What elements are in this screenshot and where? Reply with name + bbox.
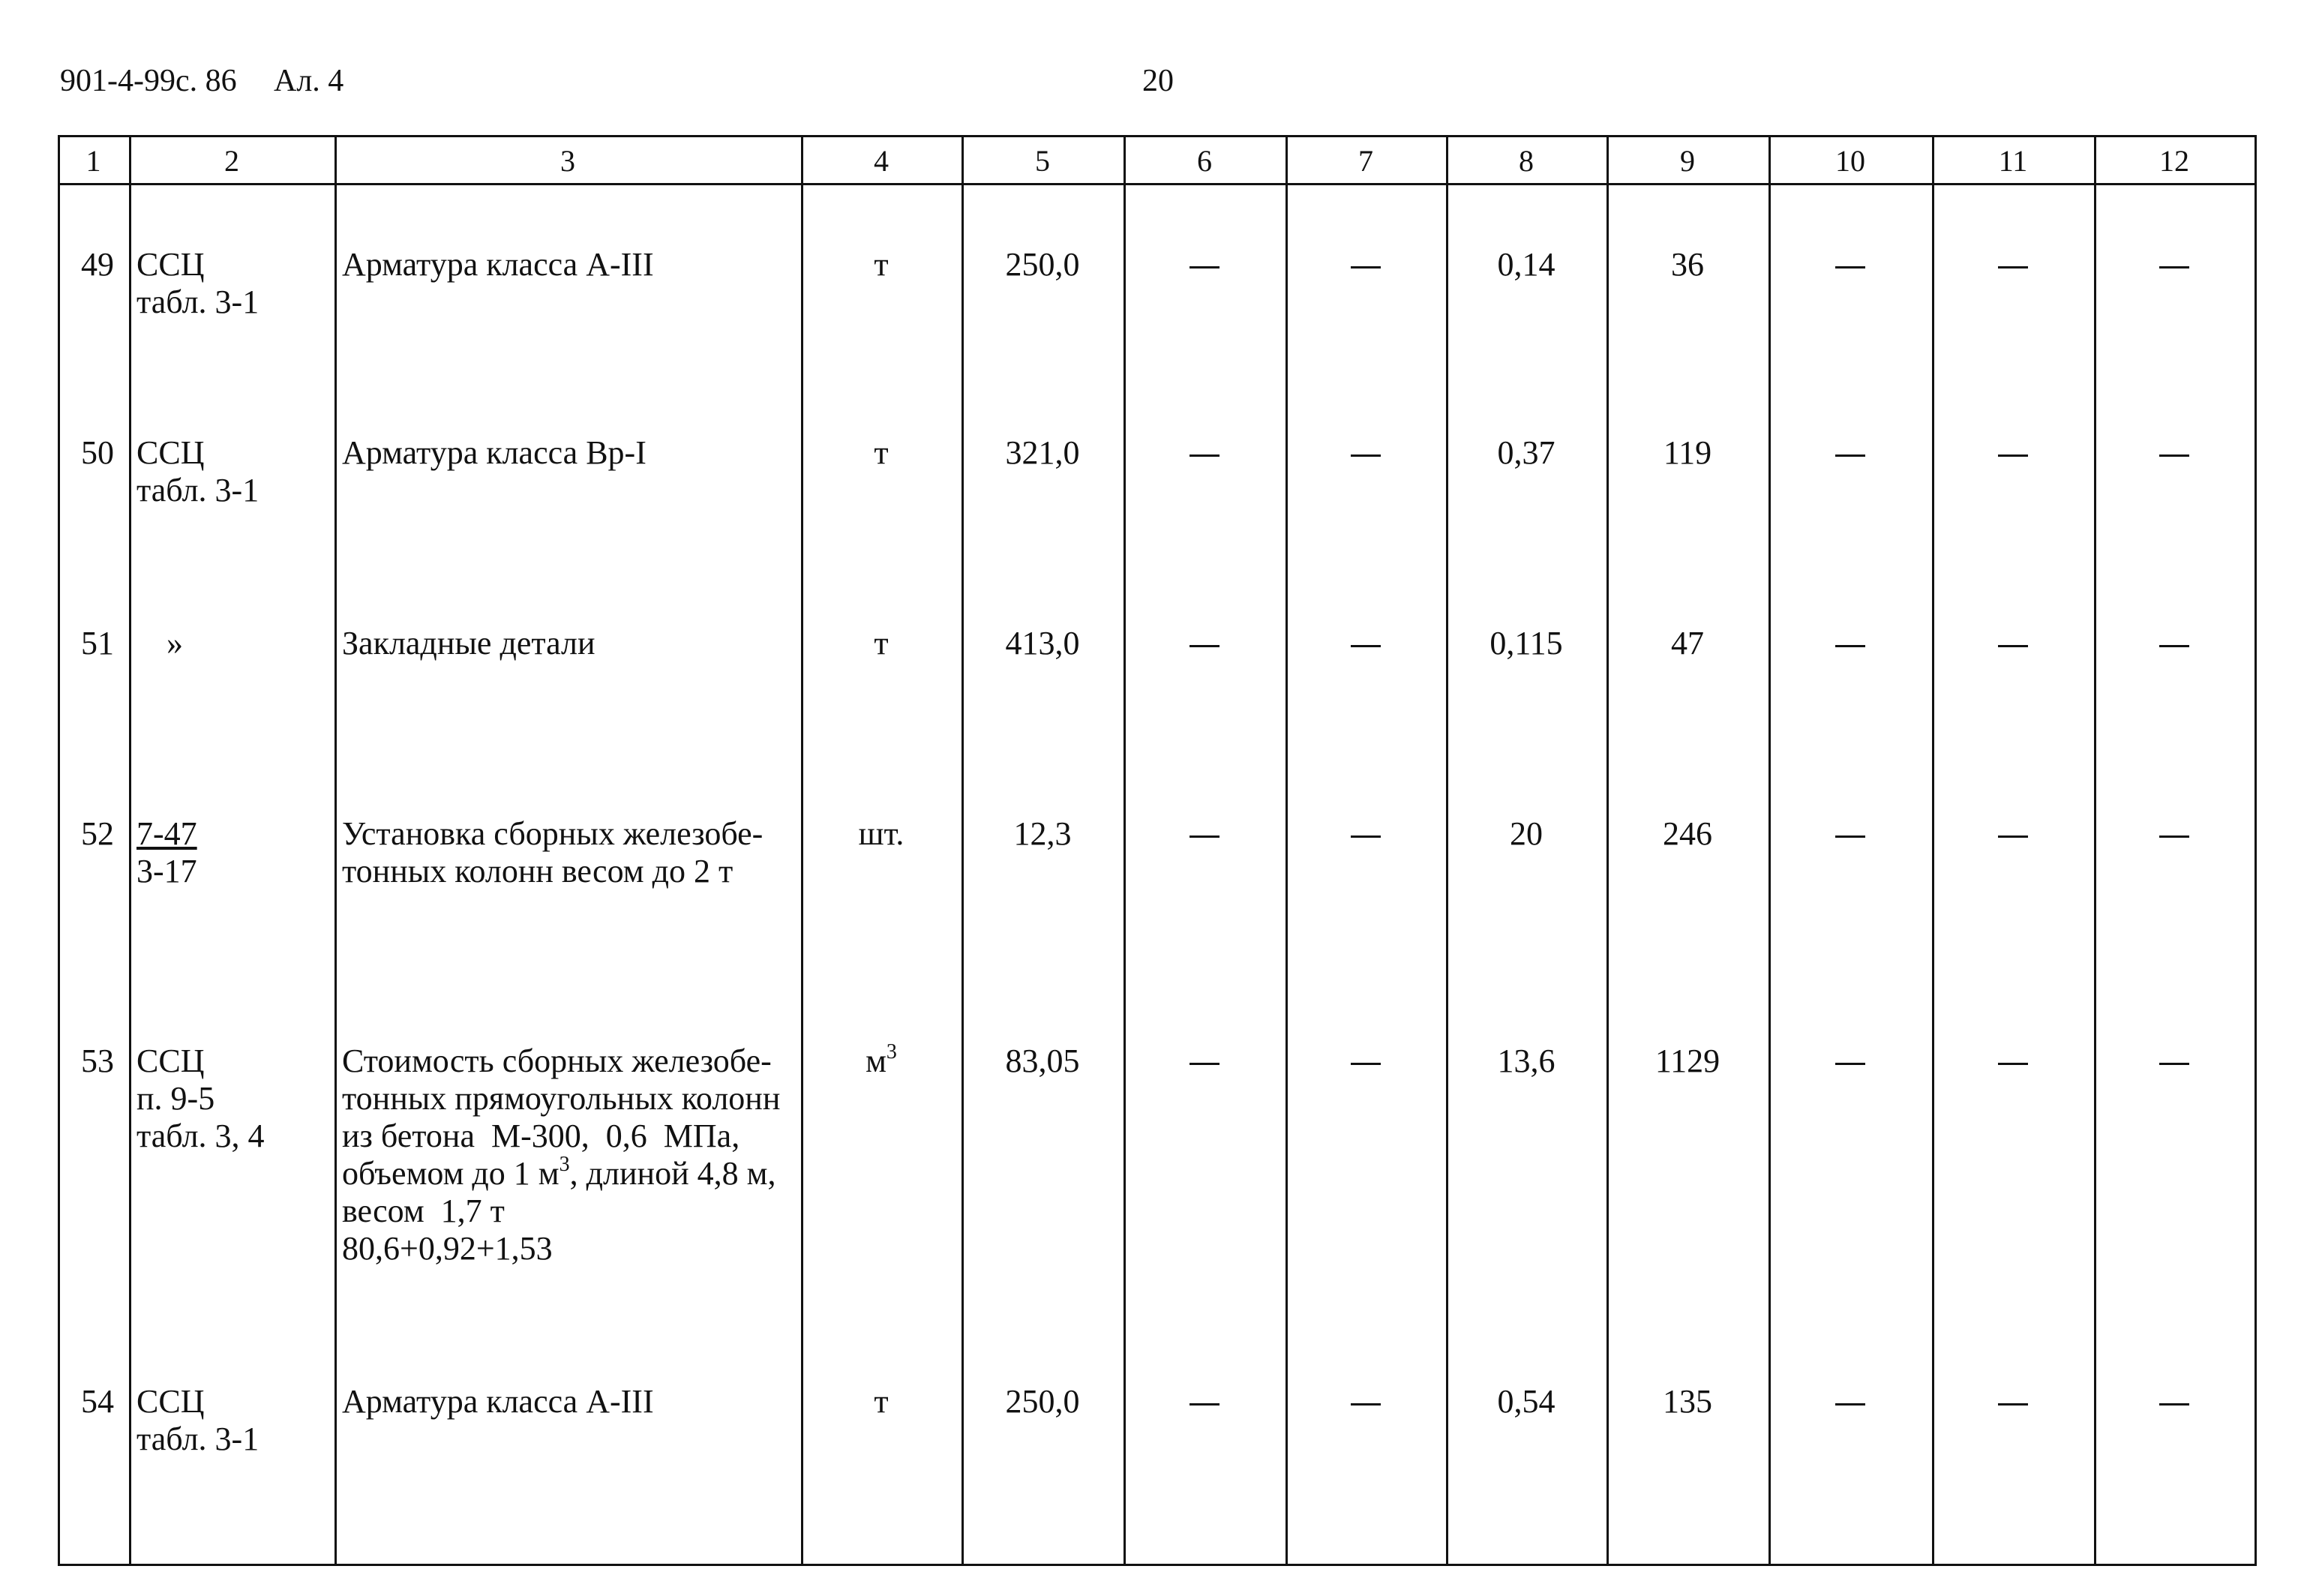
value-cell-11	[1932, 434, 2094, 472]
value-cell-7	[1286, 815, 1446, 853]
column-number-header: 1	[86, 144, 101, 178]
value-cell-7	[1286, 1383, 1446, 1420]
dash	[1835, 645, 1865, 647]
dash	[1998, 266, 2028, 268]
value-cell-10	[1768, 246, 1932, 284]
unit-cell: шт.	[858, 815, 904, 852]
value-cell-8: 20	[1510, 815, 1543, 852]
value-cell-11	[1932, 246, 2094, 284]
page-number: 20	[1142, 64, 1174, 98]
dash	[1835, 454, 1865, 457]
value-cell-12	[2094, 625, 2254, 662]
reference-line: 7-47	[136, 815, 197, 852]
value-cell-6	[1124, 1042, 1286, 1080]
description-cell	[334, 815, 801, 890]
value-cell-11	[1932, 815, 2094, 853]
column-number-header: 3	[560, 144, 575, 178]
dash	[1998, 1063, 2028, 1065]
reference-cell	[129, 246, 334, 321]
dash	[1351, 454, 1381, 457]
row-number: 53	[81, 1042, 114, 1079]
reference-cell	[129, 815, 334, 890]
value-cell-6	[1124, 625, 1286, 662]
reference-line: ССЦ	[136, 1383, 205, 1420]
value-cell-12	[2094, 815, 2254, 853]
unit-cell: т	[874, 1383, 889, 1420]
value-cell-8: 13,6	[1497, 1042, 1556, 1079]
dash	[1351, 1403, 1381, 1406]
value-cell-5: 413,0	[1005, 625, 1080, 662]
dash	[1998, 836, 2028, 838]
dash	[1351, 645, 1381, 647]
description-cell	[334, 625, 801, 662]
value-cell-12	[2094, 434, 2254, 472]
description-line: весом 1,7 т	[342, 1192, 505, 1229]
reference-line: табл. 3-1	[136, 284, 260, 320]
reference-line: ССЦ	[136, 1042, 205, 1079]
value-cell-12	[2094, 1383, 2254, 1420]
description-line: Закладные детали	[342, 625, 596, 662]
unit-cell: т	[874, 625, 889, 662]
value-cell-9: 47	[1671, 625, 1704, 662]
column-number-header: 7	[1358, 144, 1373, 178]
dash	[2159, 1063, 2189, 1065]
reference-line: 3-17	[136, 853, 197, 890]
value-cell-6	[1124, 815, 1286, 853]
document-code: 901-4-99с. 86	[60, 64, 237, 98]
value-cell-9: 1129	[1654, 1042, 1720, 1079]
value-cell-6	[1124, 246, 1286, 284]
value-cell-5: 83,05	[1005, 1042, 1080, 1079]
dash	[2159, 645, 2189, 647]
value-cell-10	[1768, 1042, 1932, 1080]
value-cell-12	[2094, 1042, 2254, 1080]
dash	[2159, 1403, 2189, 1406]
value-cell-7	[1286, 625, 1446, 662]
row-number: 49	[81, 246, 114, 283]
dash	[1835, 1063, 1865, 1065]
description-line: Установка сборных железобе-	[342, 815, 764, 852]
column-number-header: 2	[224, 144, 239, 178]
description-line: из бетона М-300, 0,6 МПа,	[342, 1118, 740, 1154]
dash	[1835, 1403, 1865, 1406]
unit-cell: т	[874, 434, 889, 471]
reference-line: ССЦ	[136, 246, 205, 283]
description-cell	[334, 1042, 801, 1268]
row-number: 54	[81, 1383, 114, 1420]
value-cell-8: 0,37	[1497, 434, 1556, 471]
row-number: 52	[81, 815, 114, 852]
reference-line: п. 9-5	[136, 1080, 215, 1117]
column-number-header: 5	[1035, 144, 1050, 178]
description-line: 80,6+0,92+1,53	[342, 1230, 553, 1267]
description-cell	[334, 246, 801, 284]
column-number-header: 12	[2159, 144, 2189, 178]
reference-line: »	[166, 625, 183, 662]
dash	[2159, 836, 2189, 838]
reference-line: ССЦ	[136, 434, 205, 471]
value-cell-9: 246	[1663, 815, 1712, 852]
dash	[2159, 266, 2189, 268]
dash	[1190, 645, 1220, 647]
value-cell-10	[1768, 1383, 1932, 1420]
reference-line: табл. 3, 4	[136, 1118, 265, 1154]
dash	[1190, 266, 1220, 268]
dash	[1190, 1063, 1220, 1065]
row-divider	[58, 183, 2257, 185]
reference-line: табл. 3-1	[136, 472, 260, 508]
value-cell-7	[1286, 246, 1446, 284]
column-number-header: 9	[1680, 144, 1695, 178]
dash	[1351, 836, 1381, 838]
column-divider	[2254, 135, 2257, 1565]
dash	[1998, 454, 2028, 457]
value-cell-9: 135	[1663, 1383, 1712, 1420]
value-cell-7	[1286, 1042, 1446, 1080]
description-line: Арматура класса Вр-I	[342, 434, 646, 471]
value-cell-5: 250,0	[1005, 1383, 1080, 1420]
value-cell-9: 119	[1663, 434, 1712, 471]
column-number-header: 6	[1197, 144, 1212, 178]
description-line: тонных прямоугольных колонн	[342, 1080, 781, 1117]
dash	[1190, 1403, 1220, 1406]
description-line: Арматура класса А-III	[342, 246, 654, 283]
dash	[1998, 1403, 2028, 1406]
row-number: 50	[81, 434, 114, 471]
column-number-header: 10	[1835, 144, 1865, 178]
value-cell-8: 0,54	[1497, 1383, 1556, 1420]
value-cell-11	[1932, 1383, 2094, 1420]
value-cell-11	[1932, 625, 2094, 662]
column-number-header: 8	[1519, 144, 1534, 178]
value-cell-11	[1932, 1042, 2094, 1080]
reference-cell	[129, 1383, 334, 1458]
reference-line: табл. 3-1	[136, 1420, 260, 1457]
value-cell-5: 250,0	[1005, 246, 1080, 283]
dash	[1190, 836, 1220, 838]
column-number-header: 4	[874, 144, 889, 178]
description-line: Стоимость сборных железобе-	[342, 1042, 772, 1079]
description-line: объемом до 1 $м^3$, длиной 4,8 м,	[342, 1153, 776, 1192]
row-number: 51	[81, 625, 114, 662]
dash	[1998, 645, 2028, 647]
description-line: Арматура класса А-III	[342, 1383, 654, 1420]
value-cell-5: 12,3	[1013, 815, 1072, 852]
album-number: Ал. 4	[274, 64, 344, 98]
value-cell-10	[1768, 434, 1932, 472]
reference-cell	[129, 434, 334, 509]
column-number-header: 11	[1998, 144, 2028, 178]
dash	[1835, 836, 1865, 838]
dash	[1190, 454, 1220, 457]
reference-cell	[129, 625, 334, 662]
value-cell-10	[1768, 815, 1932, 853]
value-cell-10	[1768, 625, 1932, 662]
dash	[1351, 266, 1381, 268]
unit-cell: т	[874, 246, 889, 283]
dash	[1835, 266, 1865, 268]
value-cell-5: 321,0	[1005, 434, 1080, 471]
description-line: тонных колонн весом до 2 т	[342, 853, 734, 890]
value-cell-7	[1286, 434, 1446, 472]
row-divider	[58, 135, 2257, 137]
value-cell-6	[1124, 1383, 1286, 1420]
description-cell	[334, 434, 801, 472]
value-cell-8: 0,14	[1497, 246, 1556, 283]
value-cell-6	[1124, 434, 1286, 472]
value-cell-12	[2094, 246, 2254, 284]
value-cell-8: 0,115	[1490, 625, 1563, 662]
value-cell-9: 36	[1671, 246, 1704, 283]
row-divider	[58, 1564, 2257, 1566]
reference-cell	[129, 1042, 334, 1155]
unit-cell: $м^3$	[866, 1040, 897, 1079]
dash	[2159, 454, 2189, 457]
dash	[1351, 1063, 1381, 1065]
description-cell	[334, 1383, 801, 1420]
